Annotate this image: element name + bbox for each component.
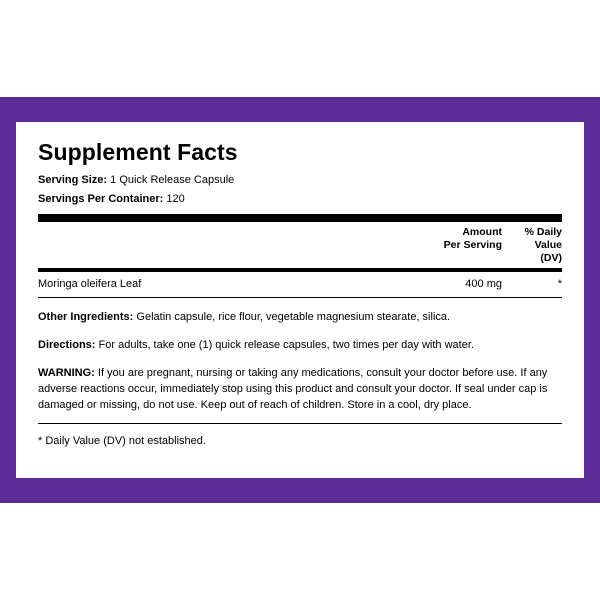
column-header-amount-per-serving: [392, 226, 502, 252]
nutrient-daily-value: *: [557, 278, 562, 291]
directions-paragraph: [38, 338, 562, 354]
serving-size-label: Serving Size:: [38, 174, 108, 187]
column-header-dv-line2: Value: [534, 238, 562, 251]
other-ingredients-label: Other Ingredients:: [38, 311, 134, 324]
servings-per-container-line: [38, 192, 562, 207]
column-header-dv-line3: (DV): [540, 252, 562, 265]
directions-label: Directions:: [38, 339, 96, 352]
column-header-daily-value: [502, 226, 562, 265]
serving-size-line: [38, 173, 562, 188]
other-ingredients-value: Gelatin capsule, rice flour, vegetable magnesium stearate, silica.: [136, 311, 451, 324]
warning-value: If you are pregnant, nursing or taking any medications, consult your doctor before use. If any adverse reactions occur, immediately stop using this product and consult your doctor. If seal under cap is damaged or missing, do not use. Keep out of reach of children. Store in a cool, dry place.: [38, 367, 548, 411]
column-header-dv-line1: % Daily: [524, 225, 562, 238]
page-title: Supplement Facts: [38, 139, 238, 165]
column-header-amount-line1: Amount: [462, 225, 502, 238]
other-ingredients-paragraph: [38, 310, 562, 326]
warning-label: WARNING:: [38, 367, 95, 380]
column-header-amount-line2: Per Serving: [443, 238, 502, 251]
servings-per-container-label: Servings Per Container:: [38, 192, 164, 205]
divider-thin-bottom: [38, 297, 562, 298]
table-header-row: [38, 222, 562, 268]
nutrient-name: Moringa oleifera Leaf: [38, 278, 142, 291]
supplement-facts-panel: [16, 122, 584, 478]
warning-paragraph: [38, 366, 562, 414]
serving-size-value: 1 Quick Release Capsule: [110, 174, 235, 187]
divider-footnote: [38, 423, 562, 424]
divider-thick-top: [38, 214, 562, 222]
table-row: [38, 272, 562, 297]
footnote-daily-value: * Daily Value (DV) not established.: [38, 434, 206, 447]
servings-per-container-value: 120: [166, 192, 185, 205]
nutrient-amount: 400 mg: [465, 278, 502, 291]
directions-value: For adults, take one (1) quick release capsules, two times per day with water.: [98, 339, 474, 352]
